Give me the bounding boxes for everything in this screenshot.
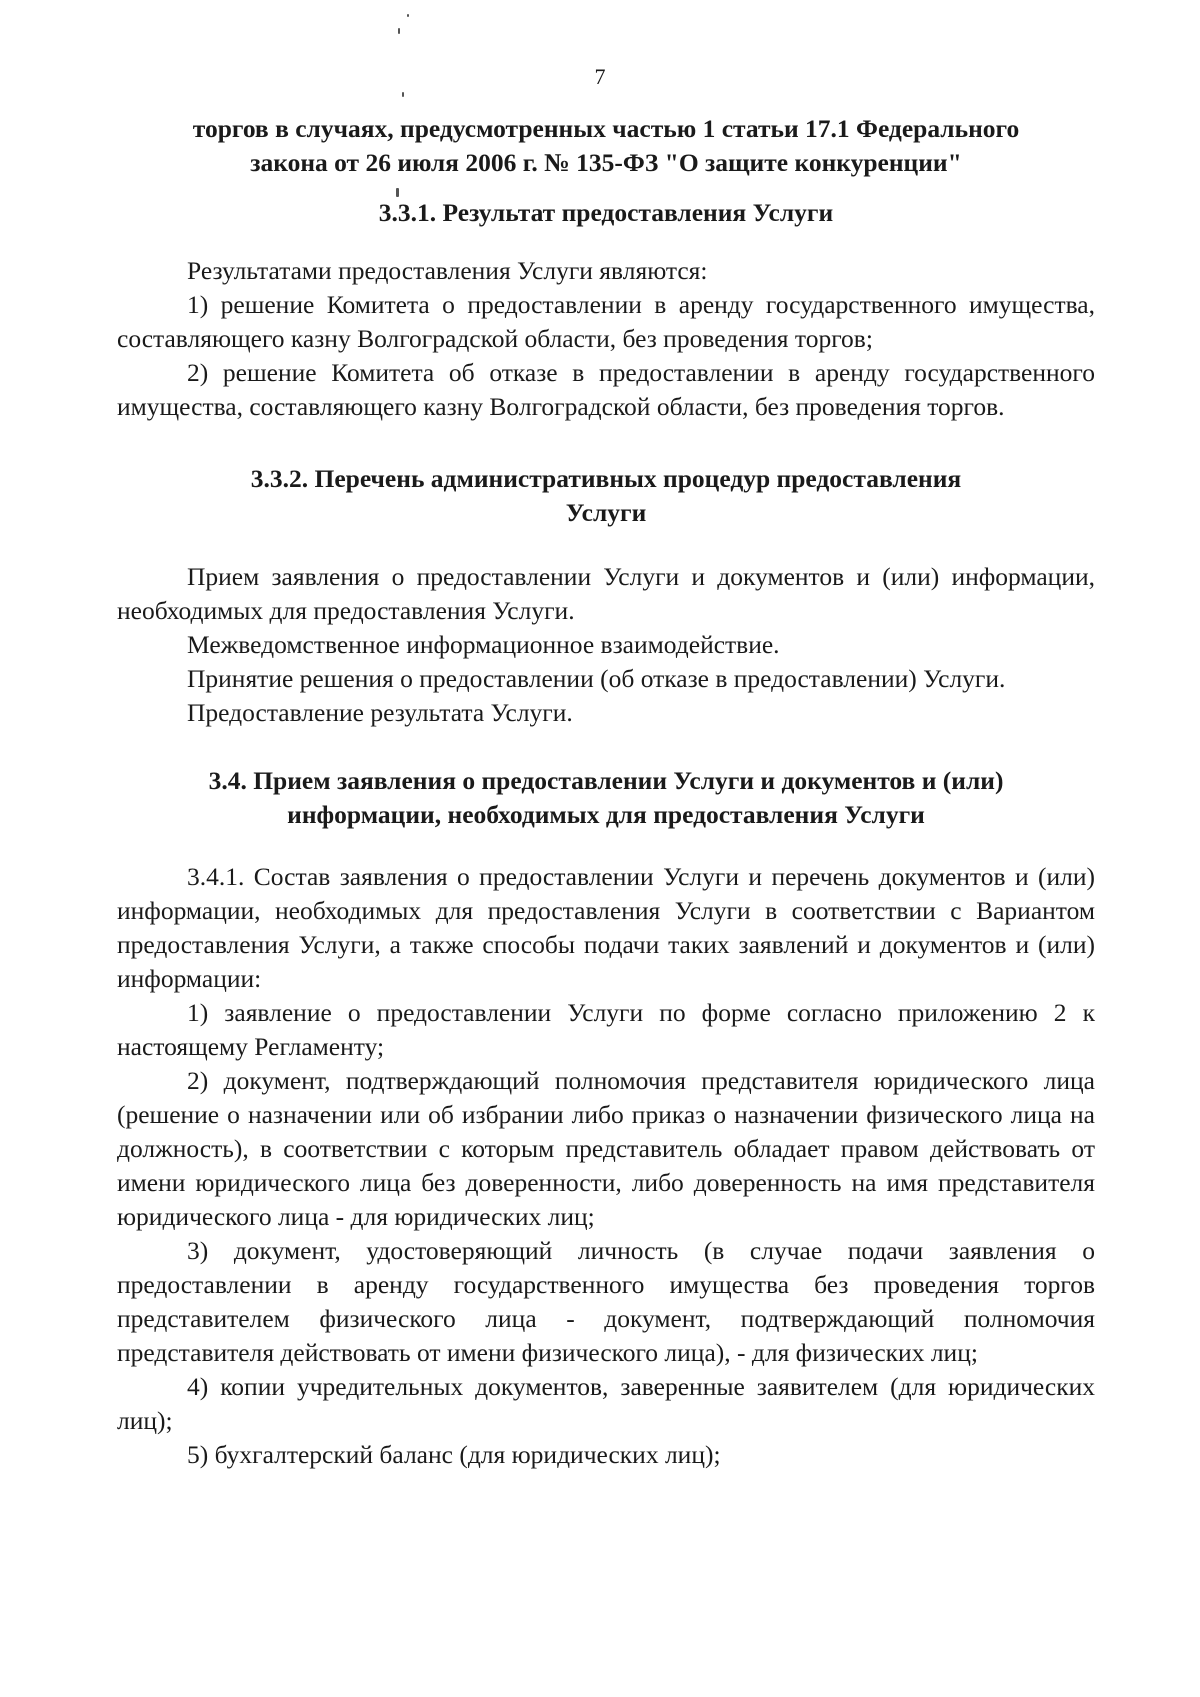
section-3-3-1-paragraph: 1) решение Комитета о предоставлении в аренду государственного имущества, составляющего казну Волгоградской области, без проведения торгов; <box>117 290 1095 353</box>
section-3-3-1-title: 3.3.1. Результат предоставления Услуги <box>378 198 834 227</box>
section-3-3-1-paragraph: Результатами предоставления Услуги являются: <box>187 256 708 285</box>
section-3-3-2-title-line-1: 3.3.2. Перечень административных процедур предоставления <box>250 464 962 493</box>
section-3-3-2-title-line-2: Услуги <box>565 498 647 527</box>
section-3-4-title-line-1: 3.4. Прием заявления о предоставлении Услуги и документов и (или) <box>208 766 1004 795</box>
scan-artifact <box>398 28 400 34</box>
section-3-3-1-paragraph: 2) решение Комитета об отказе в предоставлении в аренду государственного имущества, составляющего казну Волгоградской области, без проведения торгов. <box>117 358 1095 421</box>
section-3-3-2-paragraph: Прием заявления о предоставлении Услуги и документов и (или) информации, необходимых для предоставления Услуги. <box>117 562 1095 625</box>
section-3-4-title <box>117 764 1095 832</box>
section-3-3-2-paragraph: Межведомственное информационное взаимодействие. <box>187 630 780 659</box>
scan-artifact <box>402 92 404 97</box>
section-3-4-paragraph: 3.4.1. Состав заявления о предоставлении Услуги и перечень документов и (или) информации, необходимых для предоставления Услуги в соответствии с Вариантом предоставления Услуги, а также способы подачи таких заявлений и документов и (или) информации: <box>117 862 1095 993</box>
section-3-4-paragraph: 3) документ, удостоверяющий личность (в случае подачи заявления о предоставлении в аренду государственного имущества без проведения торгов представителем физического лица - документ, подтверждающий полномочия представителя действовать от имени физического лица), - для физических лиц; <box>117 1236 1095 1367</box>
section-3-3-2-paragraph: Принятие решения о предоставлении (об отказе в предоставлении) Услуги. <box>187 664 1006 693</box>
section-3-4-paragraph: 4) копии учредительных документов, заверенные заявителем (для юридических лиц); <box>117 1372 1095 1435</box>
scan-artifact <box>407 14 409 17</box>
section-3-3-2-title <box>117 462 1095 530</box>
section-3-4-paragraph: 5) бухгалтерский баланс (для юридических лиц); <box>187 1440 721 1469</box>
intro-heading-line-2: закона от 26 июля 2006 г. № 135-ФЗ "О защите конкуренции" <box>250 148 962 177</box>
section-3-4-paragraph: 2) документ, подтверждающий полномочия представителя юридического лица (решение о назначении или об избрании либо приказ о назначении физического лица на должность), в соответствии с которым представитель обладает правом действовать от имени юридического лица без доверенности, либо доверенность на имя представителя юридического лица - для юридических лиц; <box>117 1066 1095 1231</box>
section-3-4-paragraph: 1) заявление о предоставлении Услуги по форме согласно приложению 2 к настоящему Регламенту; <box>117 998 1095 1061</box>
intro-heading <box>117 112 1095 180</box>
page-number: 7 <box>594 64 606 89</box>
section-3-3-2-paragraph: Предоставление результата Услуги. <box>187 698 573 727</box>
intro-heading-line-1: торгов в случаях, предусмотренных частью 1 статьи 17.1 Федерального <box>192 114 1020 143</box>
section-3-4-title-line-2: информации, необходимых для предоставления Услуги <box>287 800 925 829</box>
document-body <box>117 112 1095 1472</box>
